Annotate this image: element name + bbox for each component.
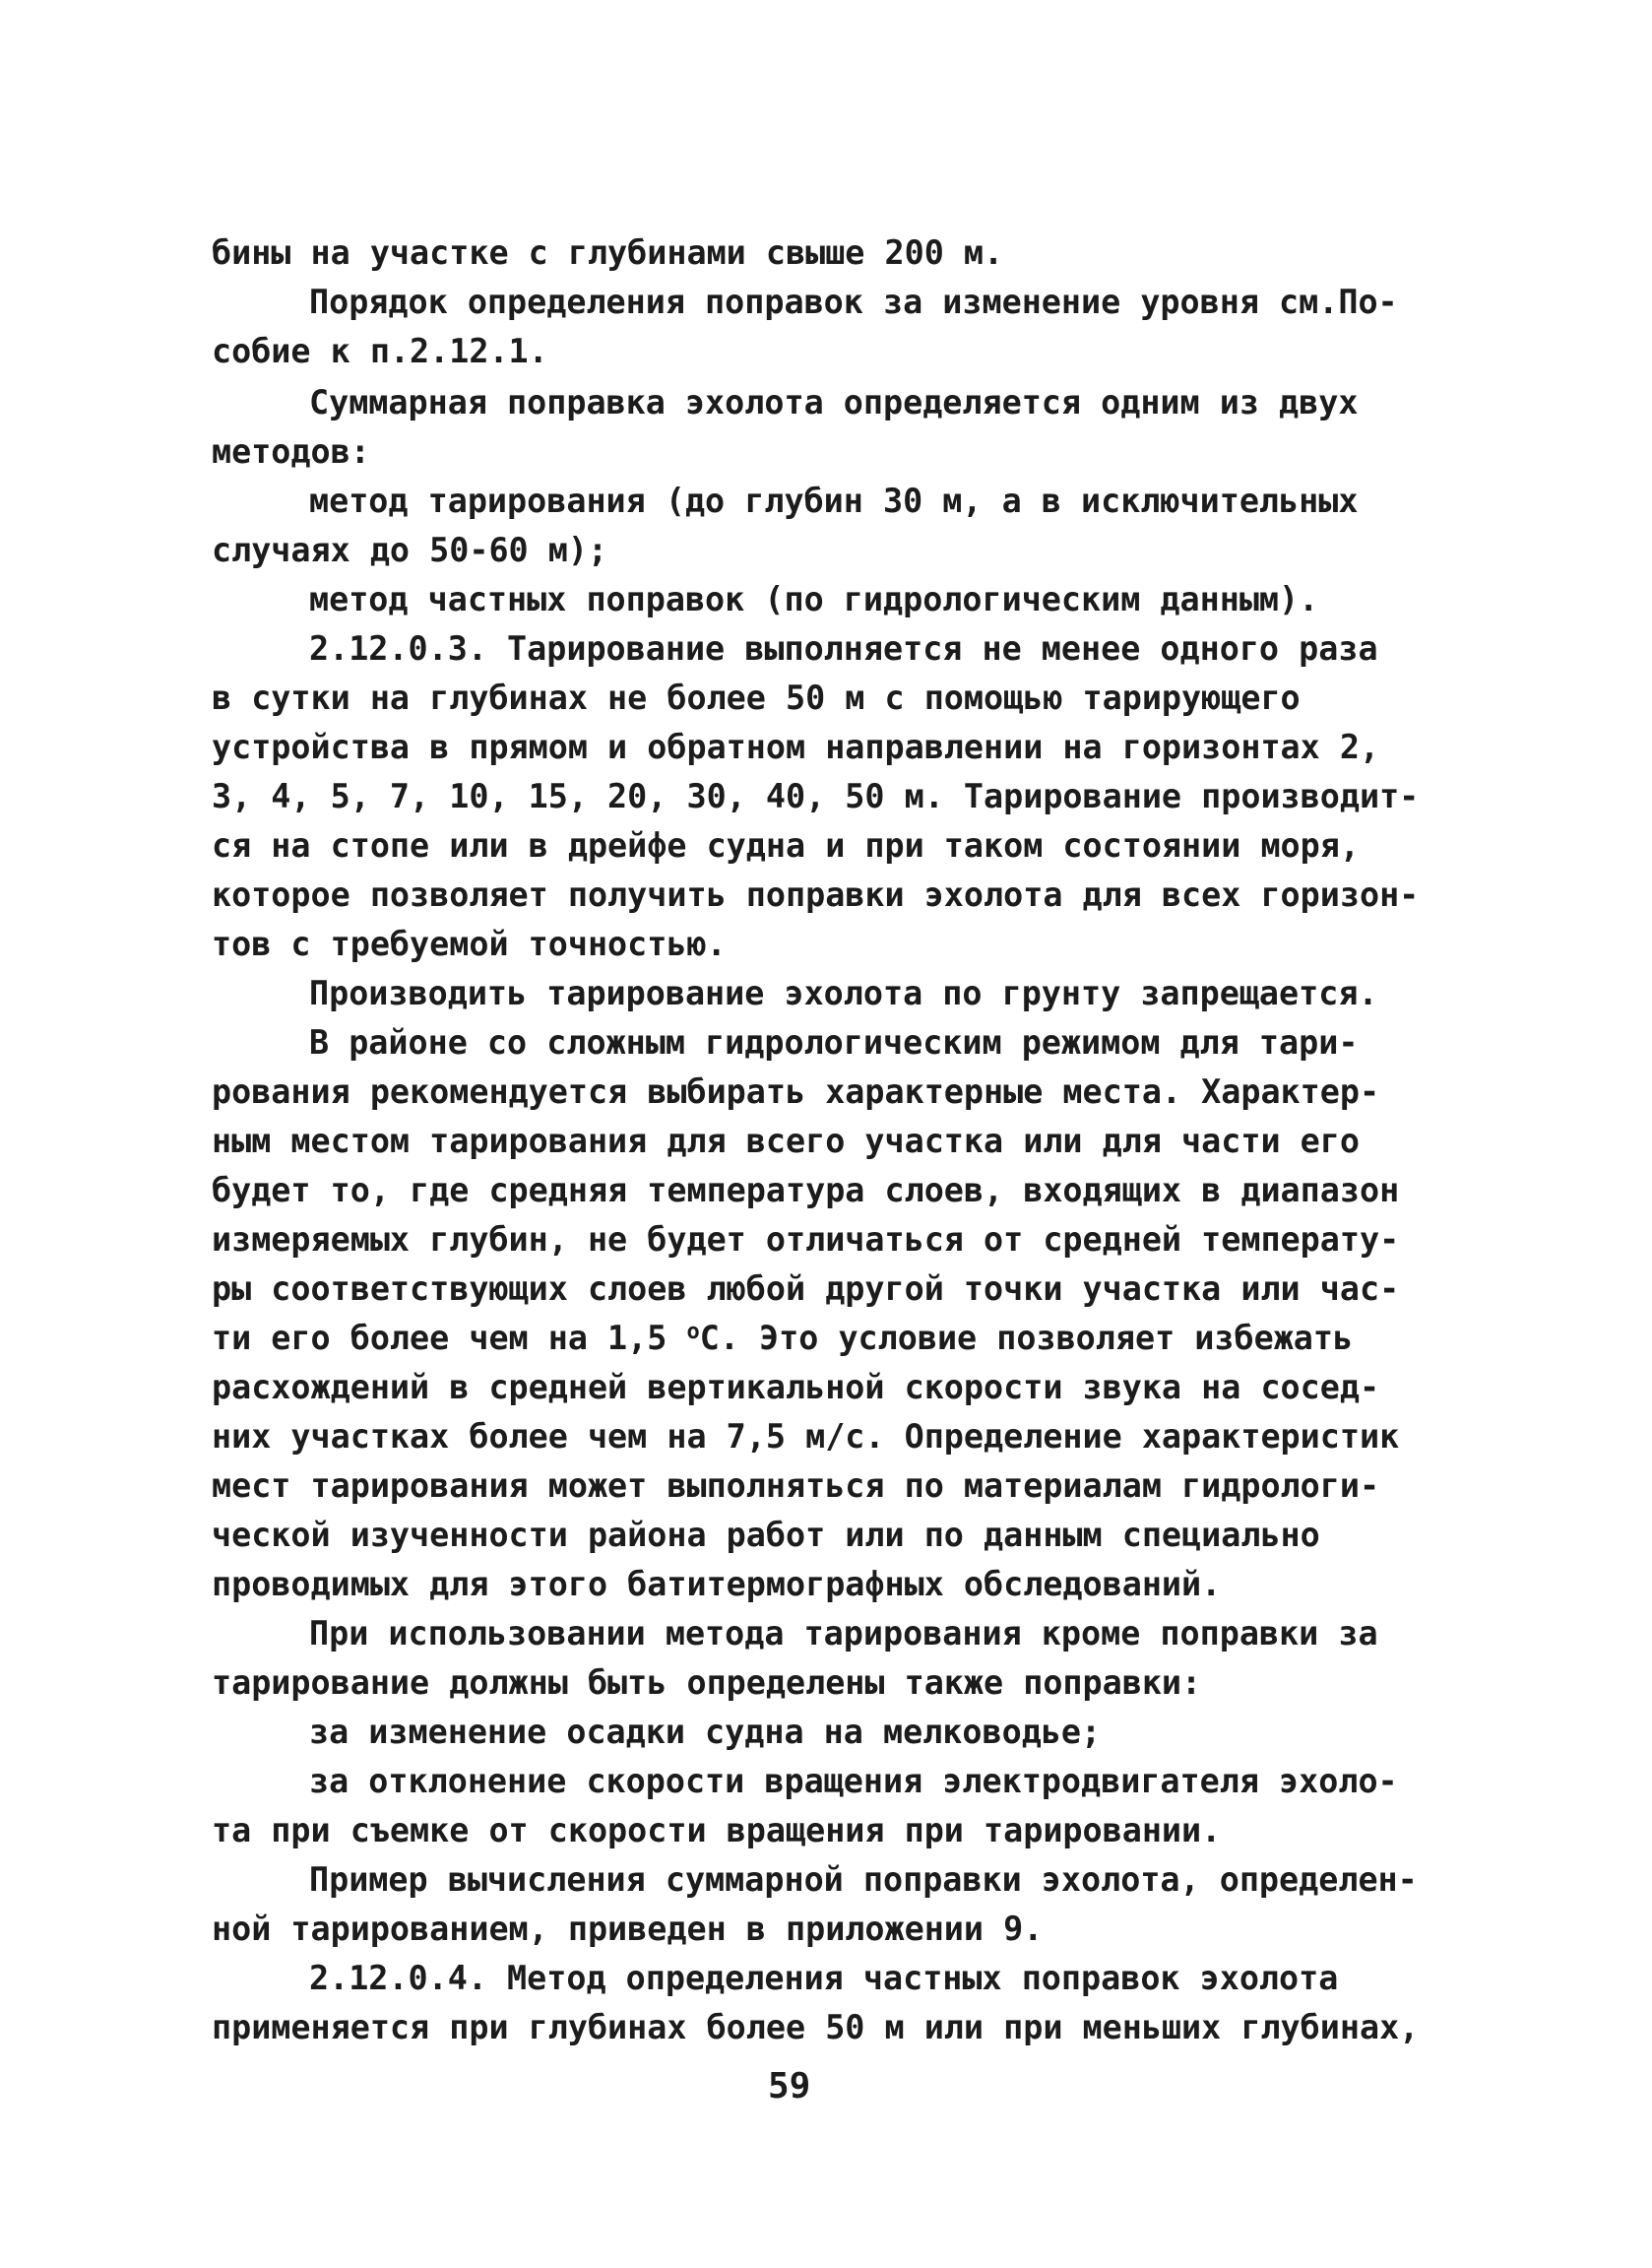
page-number: 59 <box>768 2066 811 2106</box>
text-line: 2.12.0.3. Тарирование выполняется не менее одного раза <box>309 629 1378 668</box>
text-line: в сутки на глубинах не более 50 м с помощью тарирующего <box>212 679 1301 717</box>
degree-superscript: о <box>686 1320 700 1344</box>
text-line-head: ти его более чем на 1,5 <box>212 1319 687 1357</box>
text-line: 2.12.0.4. Метод определения частных поправок эхолота <box>309 1959 1339 1997</box>
text-line: расхождений в средней вертикальной скорости звука на сосед- <box>212 1368 1380 1406</box>
text-line: Пример вычисления суммарной поправки эхолота, определен- <box>309 1860 1418 1899</box>
text-line: методов: <box>212 432 370 471</box>
text-line: измеряемых глубин, не будет отличаться от средней температу- <box>212 1220 1400 1259</box>
text-line-degree <box>212 1314 1462 1363</box>
text-line: метод частных поправок (по гидрологическим данным). <box>309 580 1319 618</box>
text-line: тарирование должны быть определены также поправки: <box>212 1663 1202 1702</box>
text-line: рования рекомендуется выбирать характерные места. Характер- <box>212 1072 1380 1111</box>
text-line: ры соответствующих слоев любой другой точки участка или час- <box>212 1269 1400 1308</box>
text-line: случаях до 50-60 м); <box>212 531 608 569</box>
text-line: метод тарирования (до глубин 30 м, а в исключительных <box>309 482 1359 520</box>
text-line: Суммарная поправка эхолота определяется одним из двух <box>309 383 1359 421</box>
text-line-tail: С. Это условие позволяет избежать <box>699 1319 1354 1357</box>
text-line: проводимых для этого батитермографных обследований. <box>212 1565 1222 1603</box>
text-line: них участках более чем на 7,5 м/с. Определение характеристик <box>212 1417 1400 1456</box>
text-line: В районе со сложным гидрологическим режимом для тари- <box>309 1023 1359 1062</box>
text-line: ной тарированием, приведен в приложении 9. <box>212 1910 1044 1948</box>
text-line: тов с требуемой точностью. <box>212 925 727 963</box>
text-line: ческой изученности района работ или по данным специально <box>212 1516 1320 1554</box>
text-line: ным местом тарирования для всего участка или для части его <box>212 1122 1360 1160</box>
text-line: за отклонение скорости вращения электродвигателя эхоло- <box>309 1762 1398 1800</box>
text-line: будет то, где средняя температура слоев, входящих в диапазон <box>212 1171 1400 1209</box>
text-line: устройства в прямом и обратном направлении на горизонтах 2, <box>212 728 1380 766</box>
text-line: ся на стопе или в дрейфе судна и при таком состоянии моря, <box>212 826 1360 865</box>
text-line: 3, 4, 5, 7, 10, 15, 20, 30, 40, 50 м. Тарирование производит- <box>212 777 1420 815</box>
text-line: которое позволяет получить поправки эхолота для всех горизон- <box>212 875 1420 914</box>
text-line: применяется при глубинах более 50 м или при меньших глубинах, <box>212 2008 1420 2046</box>
text-line: за изменение осадки судна на мелководье; <box>309 1713 1102 1751</box>
text-line: Производить тарирование эхолота по грунту запрещается. <box>309 974 1378 1012</box>
text-line: бины на участке с глубинами свыше 200 м. <box>212 233 1004 272</box>
text-line: При использовании метода тарирования кроме поправки за <box>309 1614 1378 1652</box>
text-line: та при съемке от скорости вращения при тарировании. <box>212 1811 1222 1849</box>
text-line: собие к п.2.12.1. <box>212 332 548 370</box>
text-line: Порядок определения поправок за изменение уровня см.По- <box>309 283 1398 321</box>
text-line: мест тарирования может выполняться по материалам гидрологи- <box>212 1466 1380 1505</box>
